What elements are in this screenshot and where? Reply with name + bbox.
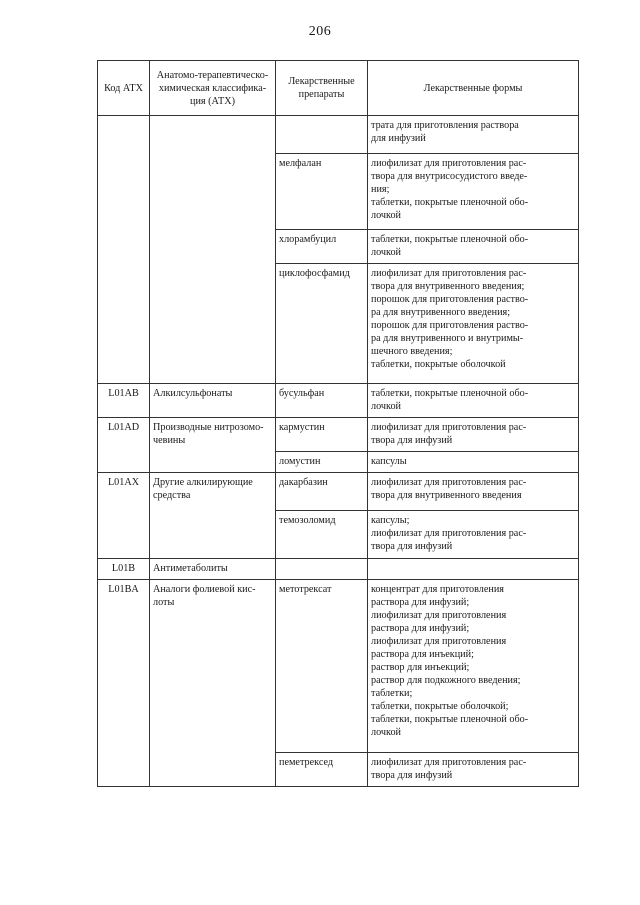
forms-cell (368, 580, 579, 753)
form-line: ра для внутривенного и внутримы- (371, 333, 524, 344)
table-row (98, 384, 579, 418)
form-line: раствор для подкожного введения; (371, 675, 521, 686)
code-cell: L01B (98, 559, 150, 580)
form-line: раствора для инфузий; (371, 597, 470, 608)
table-header-row (98, 61, 579, 116)
drug-cell: циклофосфамид (276, 264, 368, 384)
form-line: лиофилизат для приготовления рас- (371, 268, 527, 279)
form-line: раствор для инъекций; (371, 662, 470, 673)
header-forms: Лекарственные формы (368, 61, 579, 116)
form-line: таблетки, покрытые пленочной обо- (371, 197, 529, 208)
form-line: таблетки, покрытые пленочной обо- (371, 714, 529, 725)
table-row (98, 473, 579, 511)
forms-cell (368, 753, 579, 787)
drug-cell (276, 559, 368, 580)
form-line: лиофилизат для приготовления рас- (371, 158, 527, 169)
drug-cell: темозоломид (276, 511, 368, 559)
form-line: лочкой (371, 401, 402, 412)
form-line: твора для внутрисосудистого введе- (371, 171, 528, 182)
code-cell: L01AX (98, 473, 150, 559)
form-line: твора для инфузий (371, 435, 453, 446)
form-line: капсулы; (371, 515, 410, 526)
drug-cell: ломустин (276, 452, 368, 473)
class-cell: Аналоги фолиевой кис-лоты (150, 580, 276, 787)
form-line: лиофилизат для приготовления рас- (371, 422, 527, 433)
form-line: твора для инфузий (371, 541, 453, 552)
form-line: лиофилизат для приготовления рас- (371, 477, 527, 488)
class-cell: Антиметаболиты (150, 559, 276, 580)
forms-cell (368, 154, 579, 230)
form-line: лочкой (371, 247, 402, 258)
drug-cell: мелфалан (276, 154, 368, 230)
drug-cell (276, 116, 368, 154)
table-row (98, 580, 579, 753)
forms-cell (368, 473, 579, 511)
form-line: твора для внутривенного введения (371, 490, 522, 501)
code-cell: L01AD (98, 418, 150, 473)
drug-cell: кармустин (276, 418, 368, 452)
drug-cell: бусульфан (276, 384, 368, 418)
form-line: таблетки, покрытые оболочкой; (371, 701, 509, 712)
table-row (98, 418, 579, 452)
forms-cell (368, 384, 579, 418)
form-line: лиофилизат для приготовления рас- (371, 757, 527, 768)
code-cell: L01BA (98, 580, 150, 787)
form-line: капсулы (371, 456, 407, 467)
forms-cell (368, 116, 579, 154)
forms-cell (368, 418, 579, 452)
form-line: лиофилизат для приготовления (371, 636, 507, 647)
form-line: твора для внутривенного введения; (371, 281, 525, 292)
form-line: таблетки, покрытые пленочной обо- (371, 388, 529, 399)
atx-table (97, 60, 579, 787)
form-line: таблетки, покрытые оболочкой (371, 359, 506, 370)
code-cell: L01AB (98, 384, 150, 418)
form-line: раствора для инъекций; (371, 649, 474, 660)
table-row (98, 116, 579, 154)
form-line: таблетки, покрытые пленочной обо- (371, 234, 529, 245)
form-line: ния; (371, 184, 390, 195)
form-line: порошок для приготовления раство- (371, 294, 529, 305)
forms-cell (368, 230, 579, 264)
form-line: концентрат для приготовления (371, 584, 504, 595)
drug-cell: пеметрексед (276, 753, 368, 787)
form-line: раствора для инфузий; (371, 623, 470, 634)
forms-cell (368, 511, 579, 559)
form-line: шечного введения; (371, 346, 453, 357)
form-line: лиофилизат для приготовления рас- (371, 528, 527, 539)
class-cell: Производные нитрозомо-чевины (150, 418, 276, 473)
header-code: Код АТХ (98, 61, 150, 116)
class-cell (150, 116, 276, 384)
table-row (98, 559, 579, 580)
code-cell (98, 116, 150, 384)
forms-cell (368, 559, 579, 580)
form-line: лочкой (371, 727, 402, 738)
form-line: лиофилизат для приготовления (371, 610, 507, 621)
page-number: 206 (308, 24, 332, 39)
form-line: лочкой (371, 210, 402, 221)
forms-cell (368, 264, 579, 384)
header-classification: Анатомо-терапевтическо-химическая классифика-ция (АТХ) (150, 61, 276, 116)
drug-cell: метотрексат (276, 580, 368, 753)
form-line: порошок для приготовления раство- (371, 320, 529, 331)
form-line: трата для приготовления раствора (371, 120, 519, 131)
class-cell: Другие алкилирующие средства (150, 473, 276, 559)
form-line: твора для инфузий (371, 770, 453, 781)
forms-cell (368, 452, 579, 473)
drug-cell: хлорамбуцил (276, 230, 368, 264)
class-cell: Алкилсульфонаты (150, 384, 276, 418)
header-drugs: Лекарственные препараты (276, 61, 368, 116)
form-line: для инфузий (371, 133, 426, 144)
form-line: ра для внутривенного введения; (371, 307, 511, 318)
form-line: таблетки; (371, 688, 413, 699)
drug-cell: дакарбазин (276, 473, 368, 511)
